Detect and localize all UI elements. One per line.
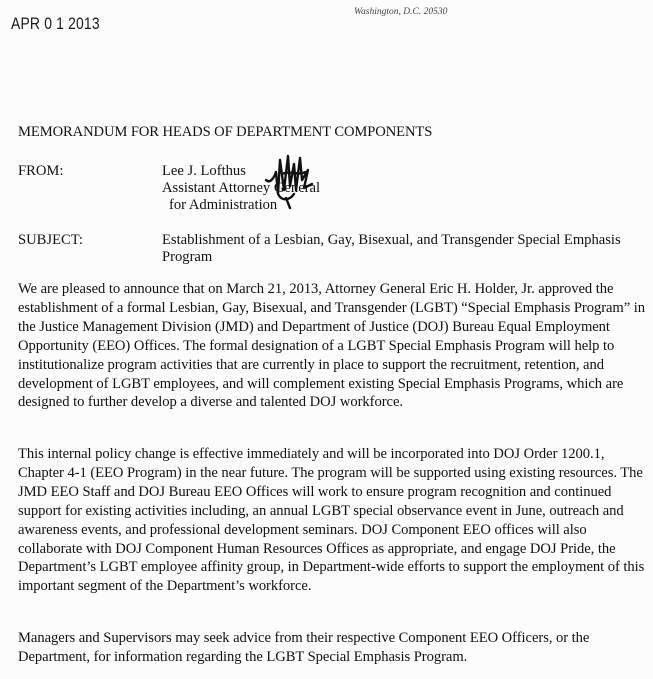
from-label: FROM: xyxy=(18,163,64,179)
sender-title-line2: for Administration xyxy=(169,197,278,213)
body-paragraph-2: This internal policy change is effective immediately and will be incorporated into DOJ Order 1200.1, Chapter 4-1 (EEO Program) in the near future. The program will be supported using existing resources. The JMD EEO Staff and DOJ Bureau EEO Offices will work to ensure program recognition and continued support for existing activities including, an annual LGBT special observance event in June, outreach and awareness events, and professional development seminars. DOJ Component EEO offices will also collaborate with DOJ Component Human Resources Offices as appropriate, and engage DOJ Pride, the Department’s LGBT employee affinity group, in Department-wide efforts to support the employment of this important segment of the Department’s workforce. xyxy=(18,446,645,595)
signature-icon xyxy=(260,150,320,212)
subject-label: SUBJECT: xyxy=(18,232,83,248)
subject-value: Establishment of a Lesbian, Gay, Bisexual, and Transgender Special Emphasis Program xyxy=(162,232,621,265)
body-paragraph-3: Managers and Supervisors may seek advice from their respective Component EEO Officers, or the Department, for information regarding the LGBT Special Emphasis Program. xyxy=(18,630,590,665)
memo-heading: MEMORANDUM FOR HEADS OF DEPARTMENT COMPONENTS xyxy=(18,124,433,140)
sender-title-line1: Assistant Attorney General xyxy=(162,180,321,196)
letterhead-city: Washington, D.C. 20530 xyxy=(354,7,448,17)
date-stamp: APR 0 1 2013 xyxy=(11,14,100,33)
sender-name: Lee J. Lofthus xyxy=(162,163,246,179)
body-paragraph-1: We are pleased to announce that on March 21, 2013, Attorney General Eric H. Holder, Jr. approved the establishment of a formal Lesbian, Gay, Bisexual, and Transgender (LGBT) “Special Emphasis Program” in the Justice Management Division (JMD) and Department of Justice (DOJ) Bureau Equal Employment Opportunity (EEO) Offices. The formal designation of a LGBT Special Emphasis Program will help to institutionalize program activities that are currently in place to support the recruitment, retention, and development of LGBT employees, and will complement existing Special Emphasis Programs, which are designed to further develop a diverse and talented DOJ workforce. xyxy=(18,281,646,411)
